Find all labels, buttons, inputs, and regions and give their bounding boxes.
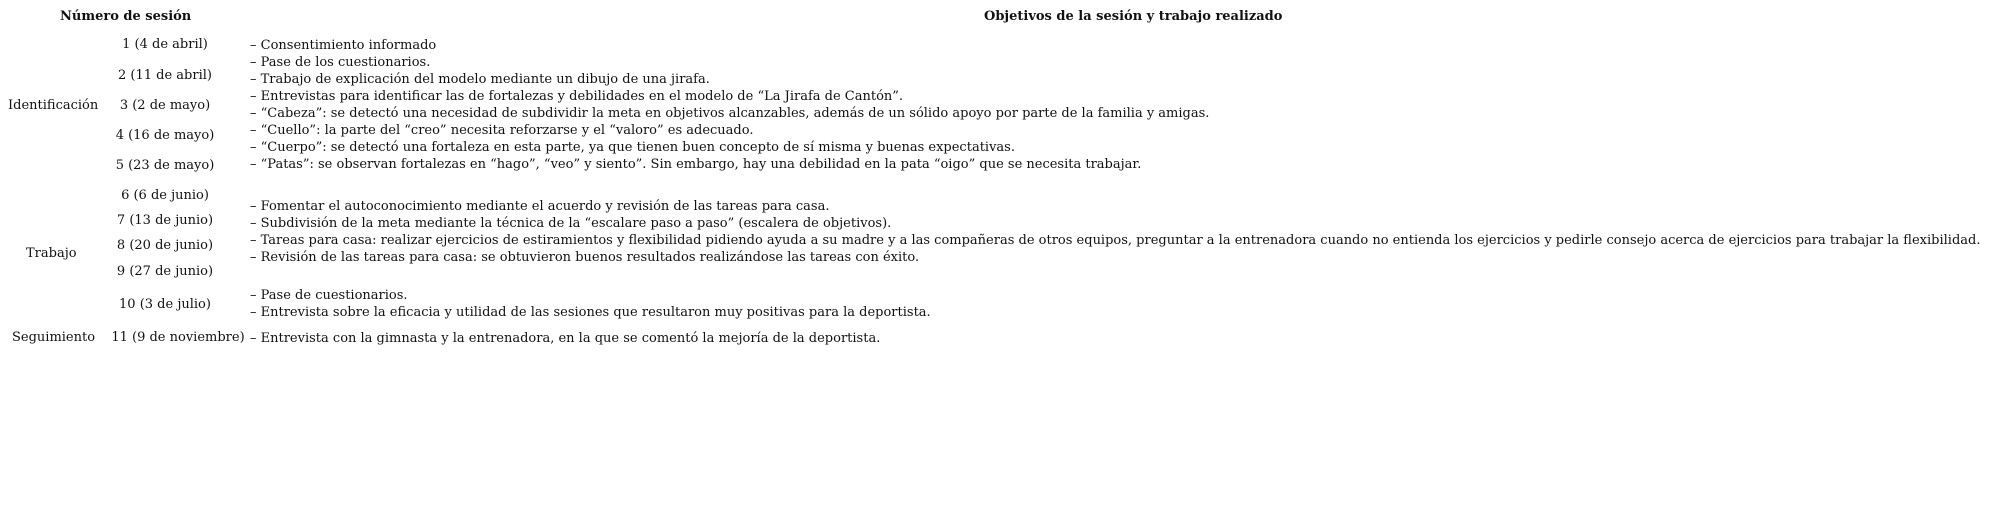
objectives-identificacion: [250, 37, 1209, 173]
session-6: 6 (6 de junio): [121, 188, 209, 203]
session-3: 3 (2 de mayo): [119, 98, 211, 113]
session-5: 5 (23 de mayo): [115, 158, 215, 173]
session-10: 10 (3 de julio): [119, 297, 211, 312]
session-11: 11 (9 de noviembre): [111, 330, 245, 345]
objective-line: – Entrevista con la gimnasta y la entrenadora, en la que se comentó la mejoría de la deportista.: [250, 331, 881, 346]
objective-line: – Pase de los cuestionarios.: [250, 55, 431, 70]
objectives-seguimiento: [250, 330, 880, 347]
objective-line: – Subdivisión de la meta mediante la técnica de la “escalare paso a paso” (escalera de objetivos).: [250, 216, 892, 231]
objective-line: – Entrevista sobre la eficacia y utilidad de las sesiones que resultaron muy positivas para la deportista.: [250, 305, 931, 320]
objectives-trabajo: [250, 198, 1981, 266]
session-9: 9 (27 de junio): [116, 264, 214, 279]
header-session-number: Número de sesión: [60, 9, 192, 24]
objective-line: – Revisión de las tareas para casa: se obtuvieron buenos resultados realizándose las tareas con éxito.: [250, 250, 920, 265]
objective-line: – “Cuello”: la parte del “creo” necesita reforzarse y el “valoro” es adecuado.: [250, 123, 754, 138]
session-1: 1 (4 de abril): [122, 37, 208, 52]
objective-line: – Pase de cuestionarios.: [250, 288, 408, 303]
session-4: 4 (16 de mayo): [115, 128, 215, 143]
objective-line: – Entrevistas para identificar las de fortalezas y debilidades en el modelo de “La Jirafa de Cantón”.: [250, 89, 904, 104]
phase-seguimiento: Seguimiento: [12, 330, 96, 345]
objective-line: – Tareas para casa: realizar ejercicios de estiramientos y flexibilidad pidiendo ayuda a su madre y a las compañeras de otros equipos, preguntar a la entrenadora cuando no entienda los ejercicios y pedirle consejo acerca de ejercicios para trabajar la flexibilidad.: [250, 233, 1981, 248]
objective-line: – “Cabeza”: se detectó una necesidad de subdividir la meta en objetivos alcanzables, además de un sólido apoyo por parte de la familia y amigas.: [250, 106, 1210, 121]
objective-line: – “Patas”: se observan fortalezas en “hago”, “veo” y siento”. Sin embargo, hay una debilidad en la pata “oigo” que se necesita trabajar.: [250, 157, 1142, 172]
phase-identificacion: Identificación: [8, 98, 99, 113]
session-8: 8 (20 de junio): [116, 238, 214, 253]
objective-line: – Consentimiento informado: [250, 38, 437, 53]
session-2: 2 (11 de abril): [118, 68, 212, 83]
objectives-trabajo-final: [250, 287, 931, 321]
header-objectives: Objetivos de la sesión y trabajo realizado: [984, 9, 1283, 24]
objective-line: – “Cuerpo”: se detectó una fortaleza en esta parte, ya que tienen buen concepto de sí misma y buenas expectativas.: [250, 140, 1015, 155]
objective-line: – Fomentar el autoconocimiento mediante el acuerdo y revisión de las tareas para casa.: [250, 199, 830, 214]
session-7: 7 (13 de junio): [116, 213, 214, 228]
objective-line: – Trabajo de explicación del modelo mediante un dibujo de una jirafa.: [250, 72, 710, 87]
phase-trabajo: Trabajo: [26, 246, 77, 261]
